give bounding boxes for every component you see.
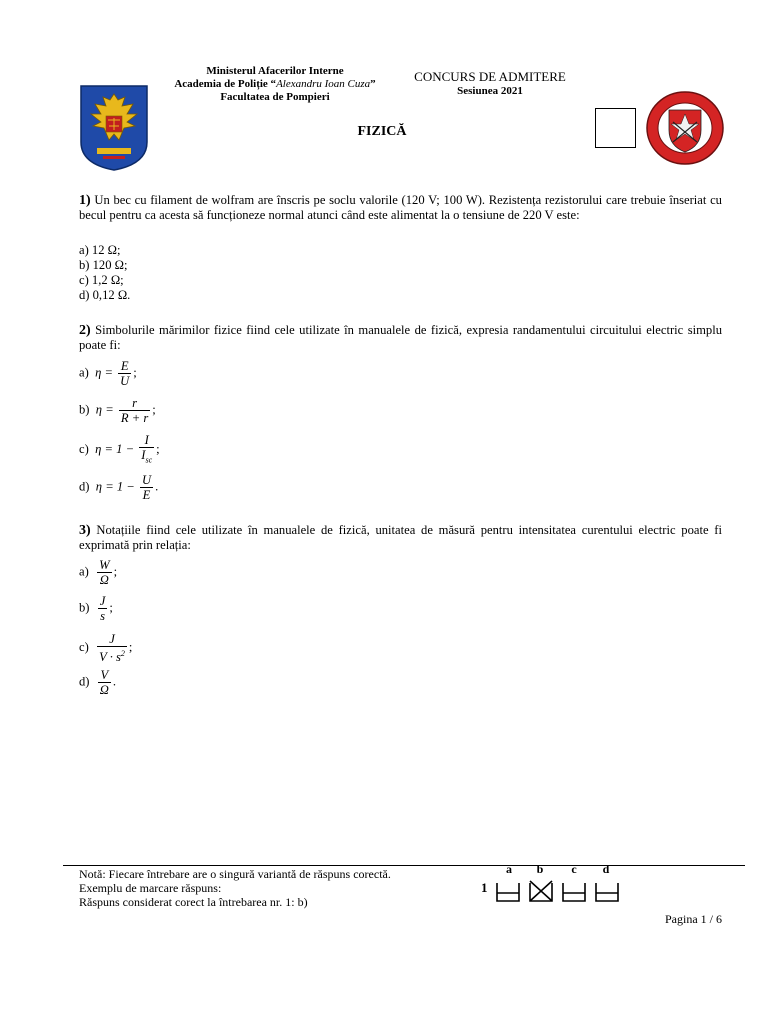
subject-title: FIZICĂ bbox=[357, 124, 407, 139]
answer-letter-d: d bbox=[602, 862, 610, 876]
fraction-2a: $\frac{E}{U}$ bbox=[120, 359, 130, 388]
answer-letter-a: a bbox=[506, 862, 512, 876]
right-crest bbox=[645, 90, 725, 166]
question-3-text: Notațiile fiind cele utilizate în manualele de fizică, unitatea de măsură pentru intensitatea curentului electric poate fi exprimată prin relația: bbox=[79, 523, 722, 552]
option-2b[interactable]: b) η = $\frac{r}{R + r}$ ; bbox=[79, 396, 156, 425]
option-2c[interactable]: c) η = 1 − $\frac{I}{I_{sc}}$ ; bbox=[79, 433, 160, 468]
contest-title: CONCURS DE ADMITERE bbox=[414, 69, 566, 84]
question-1-number: 1) bbox=[79, 193, 91, 208]
academy-name: Academia de Poliție “Alexandru Ioan Cuza” bbox=[174, 78, 376, 90]
fraction-2d: $\frac{U}{E}$ bbox=[141, 473, 152, 502]
footer-notes bbox=[79, 867, 391, 909]
question-1-options bbox=[79, 243, 130, 303]
faculty-name: Facultatea de Pompieri bbox=[220, 91, 330, 103]
fraction-2b: $\frac{r}{R + r}$ bbox=[120, 396, 149, 425]
option-3a[interactable]: a) $\frac{W}{\Omega}$ ; bbox=[79, 558, 118, 587]
option-2a[interactable]: a) η = $\frac{E}{U}$ ; bbox=[79, 359, 137, 388]
session-label: Sesiunea 2021 bbox=[457, 85, 523, 97]
question-1-text: Un bec cu filament de wolfram are înscris pe soclu valorile (120 V; 100 W). Rezistența rezistorului care trebuie înseriat cu becul pentru ca acesta să funcționeze normal atunci când este alimentat la o tensiune de 220 V este: bbox=[79, 193, 722, 222]
answer-boxes bbox=[495, 877, 625, 905]
question-1 bbox=[79, 193, 722, 223]
question-2-number: 2) bbox=[79, 323, 91, 338]
option-1d[interactable]: d) 0,12 Ω. bbox=[79, 288, 131, 302]
question-2 bbox=[79, 323, 722, 353]
answer-box-c[interactable] bbox=[563, 883, 585, 901]
code-box bbox=[595, 108, 636, 148]
question-3-number: 3) bbox=[79, 523, 91, 538]
option-3c[interactable]: c) $\frac{J}{V \cdot s^2}$ ; bbox=[79, 632, 133, 665]
answer-box-a[interactable] bbox=[497, 883, 519, 901]
option-1a[interactable]: a) 12 Ω; bbox=[79, 243, 121, 257]
footer-example: Exemplu de marcare răspuns: bbox=[79, 881, 222, 895]
option-3d[interactable]: d) $\frac{V}{\Omega}$ . bbox=[79, 668, 117, 697]
fraction-3b: $\frac{J}{s}$ bbox=[99, 594, 106, 623]
answer-box-b-mark bbox=[530, 881, 552, 901]
footer-note: Notă: Fiecare întrebare are o singură variantă de răspuns corectă. bbox=[79, 867, 391, 881]
option-2d[interactable]: d) η = 1 − $\frac{U}{E}$ . bbox=[79, 473, 159, 502]
example-question-number: 1 bbox=[481, 880, 488, 895]
fraction-3a: $\frac{W}{\Omega}$ bbox=[99, 558, 110, 587]
left-crest bbox=[79, 84, 149, 172]
fraction-3c: $\frac{J}{V \cdot s^2}$ bbox=[99, 632, 125, 665]
footer-divider bbox=[63, 865, 745, 866]
option-3b[interactable]: b) $\frac{J}{s}$ ; bbox=[79, 594, 113, 623]
answer-letter-c: c bbox=[571, 862, 577, 876]
fraction-2c: $\frac{I}{I_{sc}}$ bbox=[139, 433, 154, 468]
option-1c[interactable]: c) 1,2 Ω; bbox=[79, 273, 124, 287]
fraction-3d: $\frac{V}{\Omega}$ bbox=[99, 668, 109, 697]
firefighter-faculty-shield-icon bbox=[645, 90, 725, 166]
option-1b[interactable]: b) 120 Ω; bbox=[79, 258, 128, 272]
ministry-name: Ministerul Afacerilor Interne bbox=[206, 65, 344, 77]
question-3 bbox=[79, 523, 722, 553]
page-number: Pagina 1 / 6 bbox=[665, 912, 722, 926]
romanian-eagle-crest-icon bbox=[79, 84, 149, 172]
question-2-text: Simbolurile mărimilor fizice fiind cele utilizate în manualele de fizică, expresia randamentului circuitului electric simplu poate fi: bbox=[79, 323, 722, 352]
footer-considered: Răspuns considerat corect la întrebarea nr. 1: b) bbox=[79, 895, 308, 909]
answer-letter-b: b bbox=[536, 862, 544, 876]
answer-box-d[interactable] bbox=[596, 883, 618, 901]
